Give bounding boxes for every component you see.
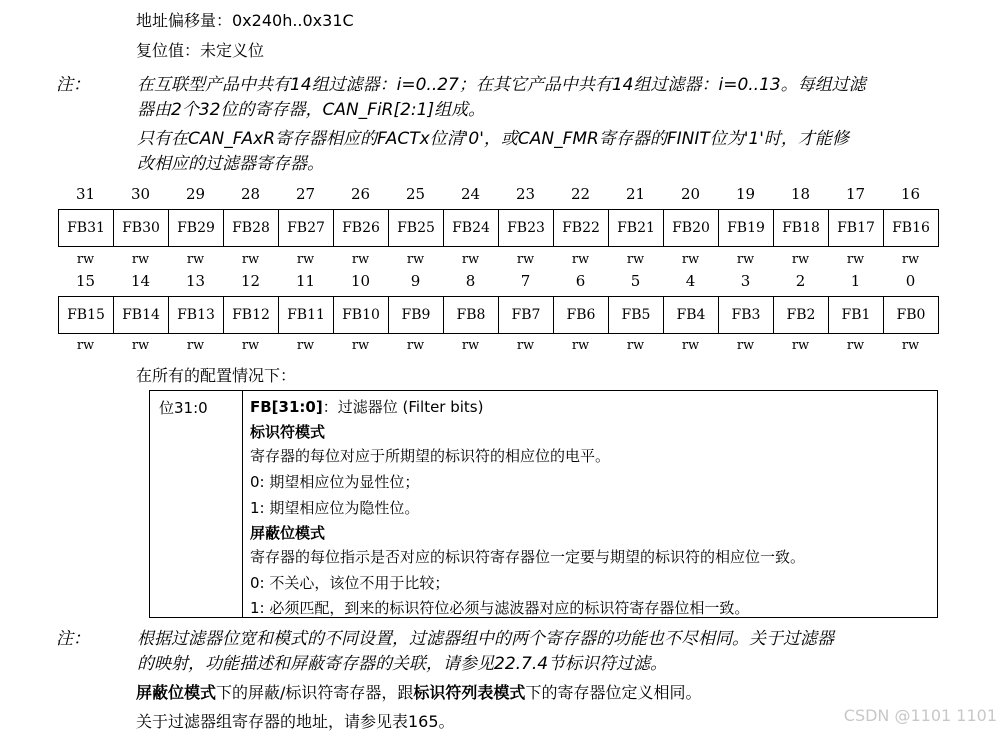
field-title (250, 396, 483, 417)
register-field: FB6 (554, 297, 609, 333)
config-intro: 在所有的配置情况下： (136, 366, 297, 385)
bit-number: 13 (185, 272, 206, 290)
note-label: 注： (56, 629, 90, 649)
lower-bit-numbers (58, 272, 938, 290)
bit-number: 4 (685, 272, 696, 290)
address-offset: 地址偏移量：0x240h..0x31C (136, 11, 354, 30)
register-field: FB15 (59, 297, 114, 333)
bit-number: 17 (845, 185, 866, 203)
access-type: rw (76, 338, 95, 353)
access-type: rw (351, 338, 370, 353)
register-field: FB0 (896, 307, 926, 323)
access-type: rw (241, 252, 260, 267)
access-type: rw (516, 338, 535, 353)
bit-number: 12 (240, 272, 261, 290)
id-mode-0: 0: 期望相应位为显性位； (250, 473, 420, 491)
access-type: rw (791, 338, 810, 353)
bit-number: 18 (790, 185, 811, 203)
mask-mode-title: 屏蔽位模式 (250, 524, 326, 542)
bit-number: 27 (295, 185, 316, 203)
lower-register-fields (58, 296, 939, 334)
bit-number: 26 (350, 185, 371, 203)
register-field: FB30 (114, 210, 169, 246)
lower-access-row (58, 338, 938, 353)
bit-number: 8 (465, 272, 476, 290)
access-type: rw (681, 338, 700, 353)
register-field: FB10 (334, 297, 389, 333)
note-line: 的映射，功能描述和屏蔽寄存器的关联，请参见22.7.4节标识符过滤。 (137, 654, 668, 674)
bit-number: 24 (460, 185, 481, 203)
address-reference: 关于过滤器组寄存器的地址，请参见表165。 (136, 712, 455, 731)
register-field: FB21 (609, 210, 664, 246)
access-type: rw (846, 252, 865, 267)
register-field: FB18 (774, 210, 829, 246)
register-field: FB12 (224, 297, 279, 333)
upper-access-row (58, 252, 938, 267)
register-field: FB13 (169, 297, 224, 333)
register-field: FB31 (59, 210, 114, 246)
register-field: FB3 (719, 297, 774, 333)
access-type: rw (76, 252, 95, 267)
bit-number: 1 (850, 272, 861, 290)
id-mode-title: 标识符模式 (250, 423, 326, 441)
note-line: 改相应的过滤器寄存器。 (137, 154, 324, 174)
bit-number: 2 (795, 272, 806, 290)
access-type: rw (351, 252, 370, 267)
bit-description-table (149, 390, 938, 618)
register-field: FB8 (444, 297, 499, 333)
register-field: FB29 (169, 210, 224, 246)
register-field: FB19 (719, 210, 774, 246)
access-type: rw (461, 338, 480, 353)
bit-number: 22 (570, 185, 591, 203)
note-line: 只有在CAN_FAxR寄存器相应的FACTx位清'0'，或CAN_FMR寄存器的FINIT位为'1'时，才能修 (137, 129, 849, 149)
bit-number: 30 (130, 185, 151, 203)
bit-number: 0 (905, 272, 916, 290)
register-field: FB23 (499, 210, 554, 246)
bit-number: 19 (735, 185, 756, 203)
upper-bit-numbers (58, 185, 938, 203)
mask-mode-term: 屏蔽位模式 (136, 683, 217, 702)
note-line: 器由2个32位的寄存器，CAN_FiR[2:1]组成。 (137, 100, 486, 120)
footer-text: 下的寄存器位定义相同。 (525, 683, 702, 702)
bit-number: 29 (185, 185, 206, 203)
id-mode-desc: 寄存器的每位对应于所期望的标识符的相应位的电平。 (250, 447, 611, 465)
register-field: FB28 (224, 210, 279, 246)
bit-number: 9 (410, 272, 421, 290)
register-field: FB26 (334, 210, 389, 246)
mask-mode-desc: 寄存器的每位指示是否对应的标识符寄存器位一定要与期望的标识符的相应位一致。 (250, 548, 806, 566)
access-type: rw (571, 338, 590, 353)
bit-number: 20 (680, 185, 701, 203)
access-type: rw (131, 338, 150, 353)
register-field: FB27 (279, 210, 334, 246)
access-type: rw (791, 252, 810, 267)
field-name: FB[31:0] (250, 398, 323, 416)
list-mode-term: 标识符列表模式 (413, 683, 526, 702)
access-type: rw (296, 338, 315, 353)
register-field: FB22 (554, 210, 609, 246)
register-field: FB24 (444, 210, 499, 246)
access-type: rw (626, 338, 645, 353)
bit-number: 25 (405, 185, 426, 203)
bit-number: 3 (740, 272, 751, 290)
access-type: rw (406, 252, 425, 267)
access-type: rw (406, 338, 425, 353)
access-type: rw (296, 252, 315, 267)
bit-range: 位31:0 (159, 399, 208, 417)
register-field: FB20 (664, 210, 719, 246)
bit-number: 7 (520, 272, 531, 290)
note-label: 注： (56, 75, 90, 95)
register-field: FB2 (774, 297, 829, 333)
register-field: FB14 (114, 297, 169, 333)
register-field: FB17 (829, 210, 884, 246)
register-field: FB9 (389, 297, 444, 333)
access-type: rw (186, 252, 205, 267)
register-field: FB5 (609, 297, 664, 333)
bit-number: 15 (75, 272, 96, 290)
access-type: rw (846, 338, 865, 353)
register-field: FB1 (829, 297, 884, 333)
access-type: rw (461, 252, 480, 267)
field-desc: ：过滤器位 (Filter bits) (322, 398, 484, 416)
access-type: rw (736, 338, 755, 353)
bit-number: 14 (130, 272, 151, 290)
mask-mode-0: 0: 不关心，该位不用于比较； (250, 574, 450, 592)
bit-number: 5 (630, 272, 641, 290)
mask-mode-note (136, 680, 701, 703)
register-field: FB4 (664, 297, 719, 333)
mask-mode-1: 1: 必须匹配，到来的标识符位必须与滤波器对应的标识符寄存器位相一致。 (250, 599, 750, 617)
watermark: CSDN @1101 1101 (843, 706, 997, 725)
upper-register-fields (58, 209, 939, 247)
id-mode-1: 1: 期望相应位为隐性位。 (250, 499, 420, 517)
bit-number: 21 (625, 185, 646, 203)
access-type: rw (901, 252, 920, 267)
register-field: FB7 (499, 297, 554, 333)
access-type: rw (736, 252, 755, 267)
bit-number: 6 (575, 272, 586, 290)
access-type: rw (626, 252, 645, 267)
access-type: rw (571, 252, 590, 267)
register-field: FB25 (389, 210, 444, 246)
access-type: rw (131, 252, 150, 267)
access-type: rw (681, 252, 700, 267)
note-line: 根据过滤器位宽和模式的不同设置，过滤器组中的两个寄存器的功能也不尽相同。关于过滤器 (137, 629, 834, 649)
access-type: rw (186, 338, 205, 353)
bit-number: 28 (240, 185, 261, 203)
register-field: FB11 (279, 297, 334, 333)
access-type: rw (516, 252, 535, 267)
bit-number: 31 (75, 185, 96, 203)
bit-number: 16 (900, 185, 921, 203)
access-type: rw (241, 338, 260, 353)
table-divider (242, 391, 243, 617)
reset-value: 复位值：未定义位 (136, 41, 265, 60)
register-field: FB16 (892, 220, 930, 236)
bit-number: 23 (515, 185, 536, 203)
bit-number: 10 (350, 272, 371, 290)
footer-text: 下的屏蔽/标识符寄存器，跟 (216, 683, 414, 702)
access-type: rw (901, 338, 920, 353)
note-line: 在互联型产品中共有14组过滤器：i=0..27；在其它产品中共有14组过滤器：i=0..13。每组过滤 (137, 75, 866, 95)
bit-number: 11 (295, 272, 316, 290)
